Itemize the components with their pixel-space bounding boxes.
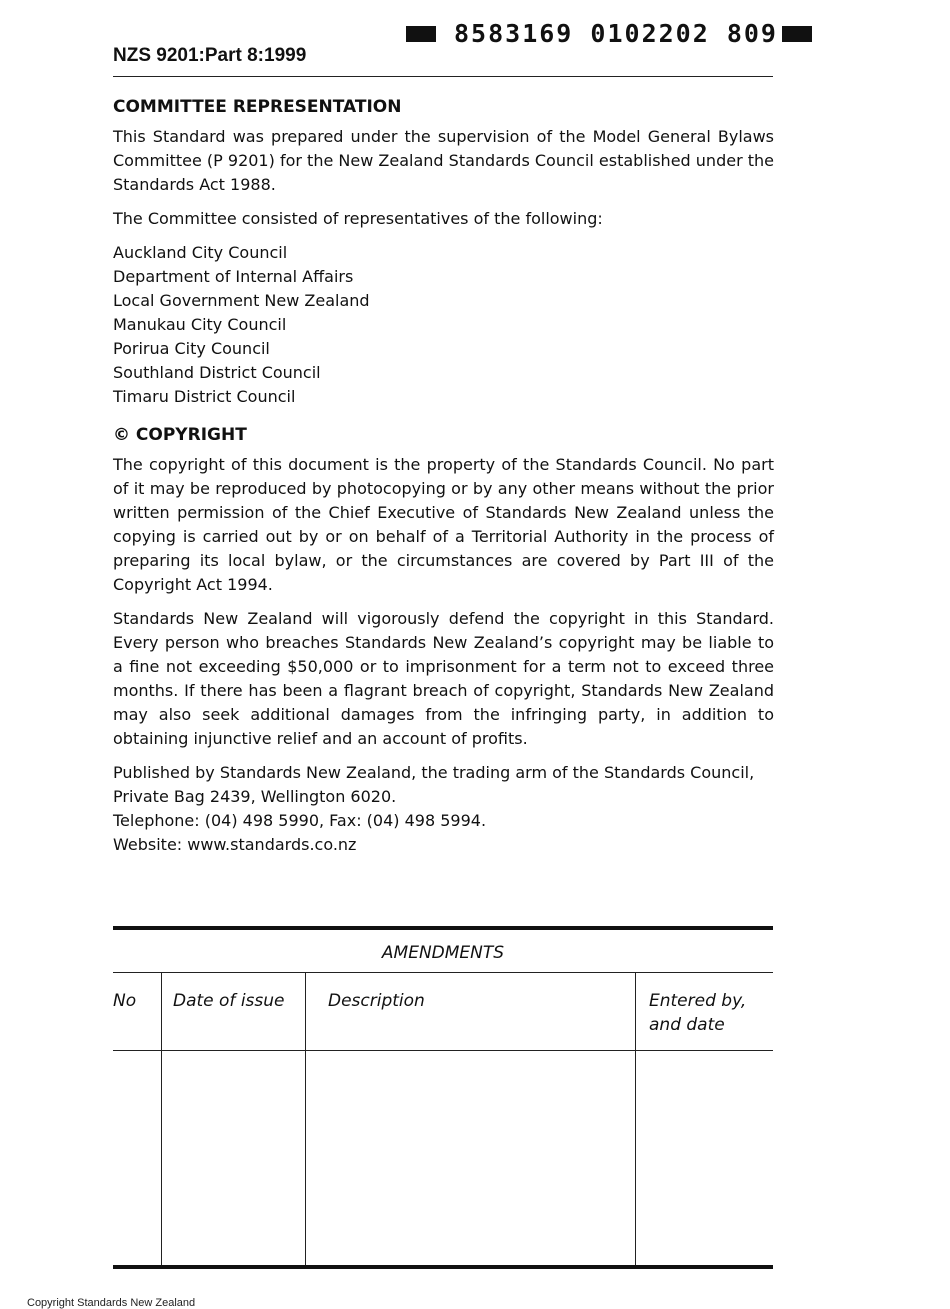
list-item: Manukau City Council [113,315,287,334]
list-item: Local Government New Zealand [113,291,370,310]
barcode [406,20,808,50]
copyright-heading: © COPYRIGHT [113,425,247,445]
committee-consisted: The Committee consisted of representatives of the following: [113,209,603,228]
column-header-no: No [113,991,137,1011]
publisher-phone: Telephone: (04) 498 5990, Fax: (04) 498 5994. [113,811,487,830]
column-divider [161,972,162,1265]
barcode-block-right [782,26,812,42]
table-header-rule [113,972,773,973]
column-divider [635,972,636,1265]
standard-number: NZS 9201:Part 8:1999 [113,45,307,66]
publisher-website: Website: www.standards.co.nz [113,835,357,854]
table-bottom-rule [113,1265,773,1269]
column-header-entered-line2: and date [649,1015,725,1035]
list-item: Timaru District Council [113,387,296,406]
amendments-title: AMENDMENTS [381,943,505,963]
column-header-date: Date of issue [173,991,285,1011]
list-item: Southland District Council [113,363,321,382]
barcode-number: 8583169 0102202 809 [454,19,778,48]
table-body-rule [113,1050,773,1051]
committee-heading: COMMITTEE REPRESENTATION [113,97,402,117]
column-header-entered-line1: Entered by, [649,991,747,1011]
table-top-rule [113,926,773,930]
amendments-table [113,926,773,1269]
header-rule [113,76,773,77]
copyright-paragraph-1: The copyright of this document is the property of the Standards Council. No part of it may be reproduced by photocopying or by any other means without the prior written permission of the Chief Executive of Standards New Zealand unless the copying is carried out by or on behalf of a Territorial Authority in the process of preparing its local bylaw, or the circumstances are covered by Part III of the Copyright Act 1994. [113,455,774,594]
list-item: Auckland City Council [113,243,288,262]
page-content [113,95,774,857]
copyright-footer: Copyright Standards New Zealand [27,1297,196,1309]
column-divider [305,972,306,1265]
barcode-block-left [406,26,436,42]
column-header-entered [649,989,746,1037]
committee-member-list [113,241,774,409]
copyright-paragraph-2: Standards New Zealand will vigorously defend the copyright in this Standard. Every person who breaches Standards New Zealand’s copyright may be liable to a fine not exceeding $50,000 or to imprisonment for a term not to exceed three months. If there has been a flagrant breach of copyright, Standards New Zealand may also seek additional damages from the infringing party, in addition to obtaining injunctive relief and an account of profits. [113,609,774,748]
publisher-address: Private Bag 2439, Wellington 6020. [113,787,397,806]
list-item: Porirua City Council [113,339,270,358]
column-header-description: Description [328,991,425,1011]
list-item: Department of Internal Affairs [113,267,354,286]
committee-intro: This Standard was prepared under the supervision of the Model General Bylaws Committee (P 9201) for the New Zealand Standards Council established under the Standards Act 1988. [113,127,774,194]
publisher-line: Published by Standards New Zealand, the trading arm of the Standards Council, [113,763,755,782]
